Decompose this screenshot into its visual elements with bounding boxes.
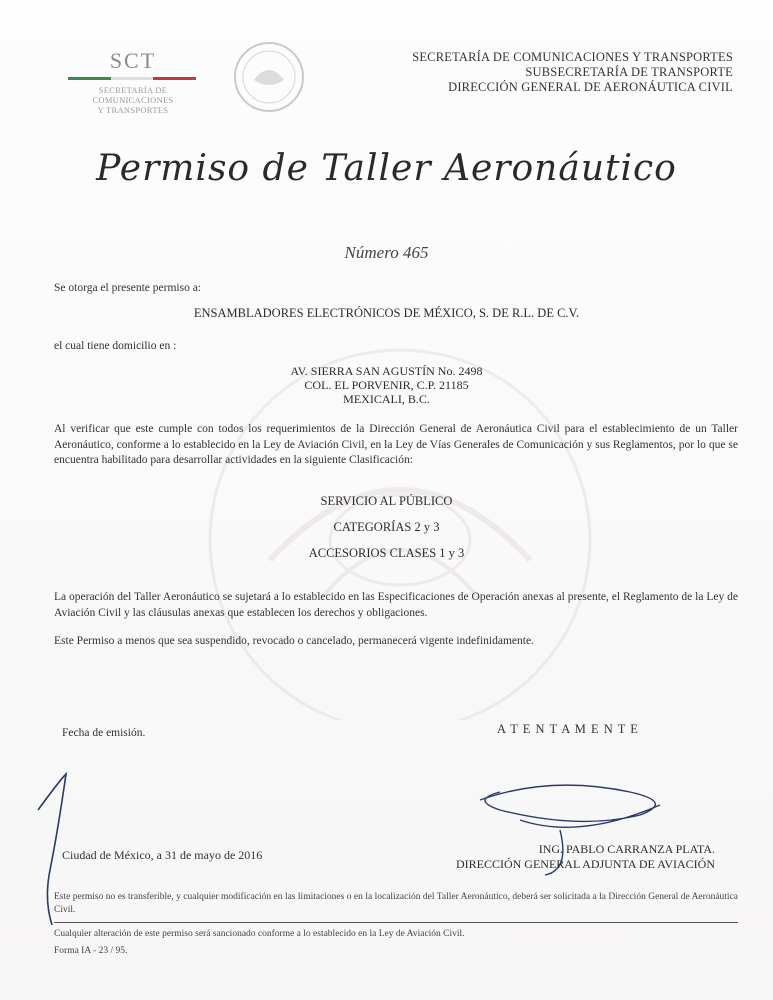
logo-subtitle-line: SECRETARÍA DE [98, 85, 168, 95]
alteration-note: Cualquier alteración de este permiso será sancionado conforme a lo establecido en la Ley de Aviación Civil. [54, 929, 465, 939]
institution-line: DIRECCIÓN GENERAL DE AERONÁUTICA CIVIL [448, 80, 733, 94]
signatory-block [456, 842, 715, 872]
validity-paragraph: Este Permiso a menos que sea suspendido, revocado o cancelado, permanecerá vigente indefinidamente. [54, 635, 534, 647]
logo-acronym: SCT [109, 48, 157, 73]
logo-tricolor-bar [68, 77, 196, 80]
address-block [0, 364, 773, 406]
address-line: COL. EL PORVENIR, C.P. 21185 [304, 378, 469, 392]
grant-intro: Se otorga el presente permiso a: [54, 282, 202, 294]
institution-header [412, 50, 733, 95]
operation-paragraph: La operación del Taller Aeronáutico se sujetará a lo establecido en las Especificaciones de Operación anexas al presente, el Reglamento de la Ley de Aviación Civil y las cláusulas anexas que establecen los derechos y obligaciones. [54, 591, 738, 619]
issue-date-label: Fecha de emisión. [62, 727, 146, 739]
form-code: Forma IA - 23 / 95. [54, 946, 128, 956]
logo-subtitle-line: Y TRANSPORTES [97, 105, 169, 115]
issue-place-date: Ciudad de México, a 31 de mayo de 2016 [62, 848, 263, 862]
institution-line: SUBSECRETARÍA DE TRANSPORTE [525, 65, 733, 79]
classification-item: SERVICIO AL PÚBLICO [320, 494, 453, 508]
footer-divider [54, 922, 738, 923]
permit-number: Número 465 [344, 243, 429, 262]
watermark-seal-icon [120, 300, 680, 720]
logo-subtitle-line: COMUNICACIONES [92, 95, 174, 105]
grantee-name: ENSAMBLADORES ELECTRÓNICOS DE MÉXICO, S. DE R.L. DE C.V. [193, 306, 580, 320]
document-title: Permiso de Taller Aeronáutico [96, 148, 677, 189]
transfer-note: Este permiso no es transferible, y cualquier modificación en las limitaciones o en la localización del Taller Aeronáutico, deberá ser solicitada a la Dirección General de Aeronáutica Civil. [54, 892, 738, 915]
signatory-title: DIRECCIÓN GENERAL ADJUNTA DE AVIACIÓN [455, 857, 715, 871]
domicile-intro: el cual tiene domicilio en : [54, 340, 177, 352]
address-line: AV. SIERRA SAN AGUSTÍN No. 2498 [290, 364, 483, 378]
classification-item: ACCESORIOS CLASES 1 y 3 [308, 546, 465, 560]
logo-subtitle [68, 85, 198, 115]
signatory-name: ING. PABLO CARRANZA PLATA. [538, 842, 715, 856]
classification-item: CATEGORÍAS 2 y 3 [333, 520, 440, 534]
sct-logo [68, 48, 198, 115]
verification-paragraph: Al verificar que este cumple con todos los requerimientos de la Dirección General de Aeronáutica Civil para el establecimiento de un Taller Aeronáutico, conforme a lo establecido en la Ley de Aviación Civil, en la Ley de Vías Generales de Comunicación y sus Reglamentos, por lo que se encuentra habilitado para desarrollar actividades en la siguiente Clasificación: [54, 423, 738, 466]
address-line: MEXICALI, B.C. [343, 392, 430, 406]
institution-line: SECRETARÍA DE COMUNICACIONES Y TRANSPORTES [412, 50, 733, 64]
closing-salutation: A T E N T A M E N T E [497, 722, 639, 736]
mexican-coat-of-arms-icon [232, 40, 306, 114]
